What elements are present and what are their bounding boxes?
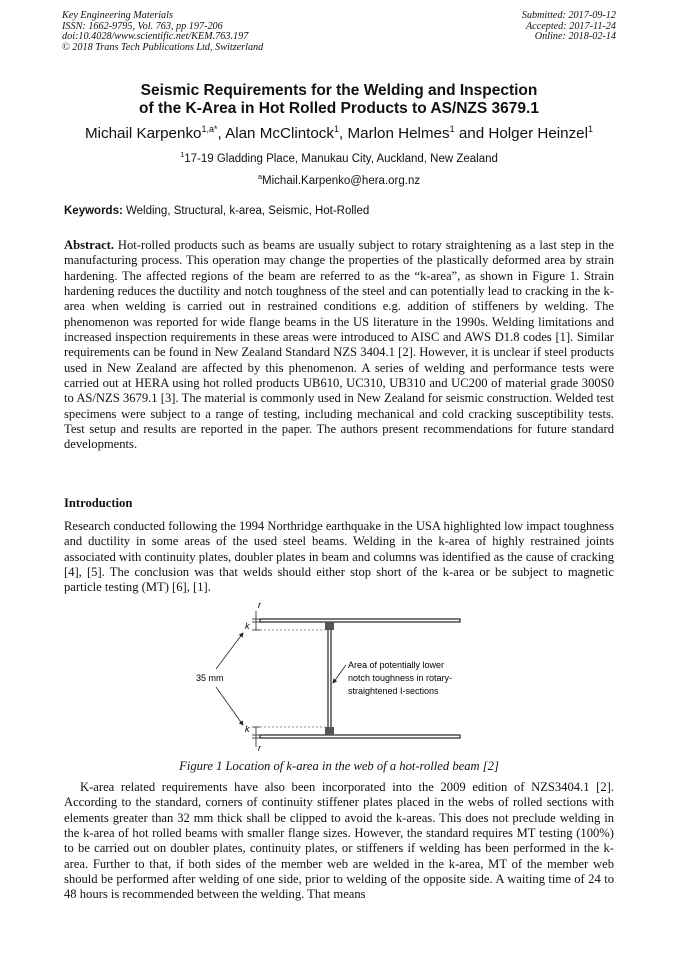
author-separator: and: [454, 125, 489, 143]
abstract-label: Abstract.: [64, 238, 115, 252]
top-flange: [260, 619, 460, 622]
keywords-label: Keywords:: [64, 205, 123, 217]
copyright: © 2018 Trans Tech Publications Ltd, Switzerland: [62, 41, 264, 53]
author-sup: 1,a*: [201, 124, 218, 134]
author-separator: ,: [217, 125, 226, 143]
abstract-text: Hot-rolled products such as beams are usually subject to rotary straightening as a last step in the manufacturing process. This operation may change the properties of the plastically deformed area by strain hardening. The affected regions of the beam are referred to as the “k-area”, as shown in Figure 1. Strain hardening reduces the ductility and notch toughness of the steel and can potentially lead to cracking in the k-area when welding is carried out in restrained conditions e.g. addition of stiffeners by welding. The phenomenon was reported for wide flange beams in the US literature in the 1990s. Welding limitations and increased inspection requirements in these areas were introduced to AISC and AWS D1.8 codes [1]. Similar requirements can be found in New Zealand Standard NZS 3404.1 [2]. However, it is unclear if steel products used in New Zealand are affected by this phenomenon. A series of welding and performance tests were carried out at HERA using hot rolled products UB610, UC310, UB310 and UC200 of material grade 300S0 to AS/NZS 3679.1 [3]. The material is commonly used in New Zealand for seismic construction. Welded test specimens were subject to a range of testing, including mechanical and cold cracking susceptibility tests. Test setup and results are reported in the paper. The authors present recommendations for future standard developments.: [64, 238, 614, 452]
k-area-bottom: [325, 727, 334, 735]
issn: ISSN: 1662-9795, Vol. 763, pp 197-206: [62, 20, 223, 32]
author-list: [20, 124, 658, 142]
label-k-bottom: k: [245, 724, 250, 734]
body-paragraph-2: [64, 780, 614, 903]
dates-info: [522, 11, 616, 43]
author-separator: ,: [339, 125, 348, 143]
title-line-1: Seismic Requirements for the Welding and Inspection: [140, 82, 538, 99]
author-sup: 1: [449, 124, 455, 134]
label-r-bottom: r: [258, 743, 261, 753]
section-heading-introduction: Introduction: [64, 496, 133, 510]
affiliation: [40, 150, 638, 165]
journal-info: [62, 11, 263, 53]
figure-caption: Figure 1 Location of k-area in the web of a hot-rolled beam [2]: [179, 759, 499, 773]
paper-title: [40, 82, 638, 118]
doi: doi:10.4028/www.scientific.net/KEM.763.197: [62, 31, 249, 43]
author-name: Marlon Helmes: [347, 125, 450, 143]
affiliation-text: 17-19 Gladding Place, Manukau City, Auckland, New Zealand: [184, 152, 498, 165]
annotation-line-2: notch toughness in rotary-: [348, 673, 453, 683]
affiliation-sup: 1: [180, 150, 185, 159]
email: [40, 172, 638, 187]
annotation-line-3: straightened I-sections: [348, 686, 439, 696]
intro-text: Research conducted following the 1994 Northridge earthquake in the USA highlighted low impact toughness and ductility in some areas of the used steel beams. Welding in the k-area of highly restrained joints associated with continuity plates, doubler plates in beam and columns was identified as the cause of cracking [4], [5]. The conclusion was that welds should either stop short of the k-area or be subject to magnetic particle testing (MT) [6], [1].: [64, 519, 614, 595]
accepted-date: Accepted: 2017-11-24: [525, 20, 616, 32]
annotation-line-1: Area of potentially lower: [348, 660, 445, 670]
abstract: [64, 238, 614, 453]
title-line-2: of the K-Area in Hot Rolled Products to AS/NZS 3679.1: [139, 100, 539, 117]
author-name: Alan McClintock: [225, 125, 334, 143]
arrow-35mm-bottom: [216, 687, 243, 725]
introduction-paragraph: [64, 519, 614, 596]
label-35mm: 35 mm: [196, 673, 224, 683]
author-sup: 1: [334, 124, 340, 134]
arrow-35mm-top: [216, 633, 243, 669]
bottom-flange: [260, 735, 460, 738]
email-address[interactable]: Michail.Karpenko@hera.org.nz: [262, 174, 421, 187]
author-sup: 1: [588, 124, 594, 134]
author-name: Holger Heinzel: [488, 125, 588, 143]
keywords: [64, 205, 624, 217]
para2-text: K-area related requirements have also been incorporated into the 2009 edition of NZS3404.1 [2]. According to the standard, corners of continuity stiffener plates placed in the webs of rolled sections with elements greater than 32 mm thick shall be clipped to avoid the k-areas. This does not preclude welding in the k-area of hot rolled beams with smaller flange sizes. However, the standard requires MT testing (100%) to be carried out on doubler plates, continuity plates, or stiffeners if welding has been performed in the k-area. Further to that, if both sides of the member web are welded in the k-area, MT of the member web should be performed after welding of one side, prior to welding of the opposite side. A waiting time of 24 to 48 hours is recommended between the welding. That means: [64, 780, 614, 902]
label-k-top: k: [245, 621, 250, 631]
author-name: Michail Karpenko: [84, 125, 202, 143]
figure-1-i-beam-diagram: [188, 599, 488, 754]
annotation-arrow: [333, 665, 346, 683]
journal-name: Key Engineering Materials: [62, 10, 173, 21]
k-area-top: [325, 622, 334, 630]
submitted-date: Submitted: 2017-09-12: [521, 10, 616, 21]
online-date: Online: 2018-02-14: [534, 31, 616, 43]
keywords-text: Welding, Structural, k-area, Seismic, Hot-Rolled: [122, 205, 370, 217]
label-r-top: r: [258, 600, 261, 610]
email-sup: a: [257, 172, 263, 181]
